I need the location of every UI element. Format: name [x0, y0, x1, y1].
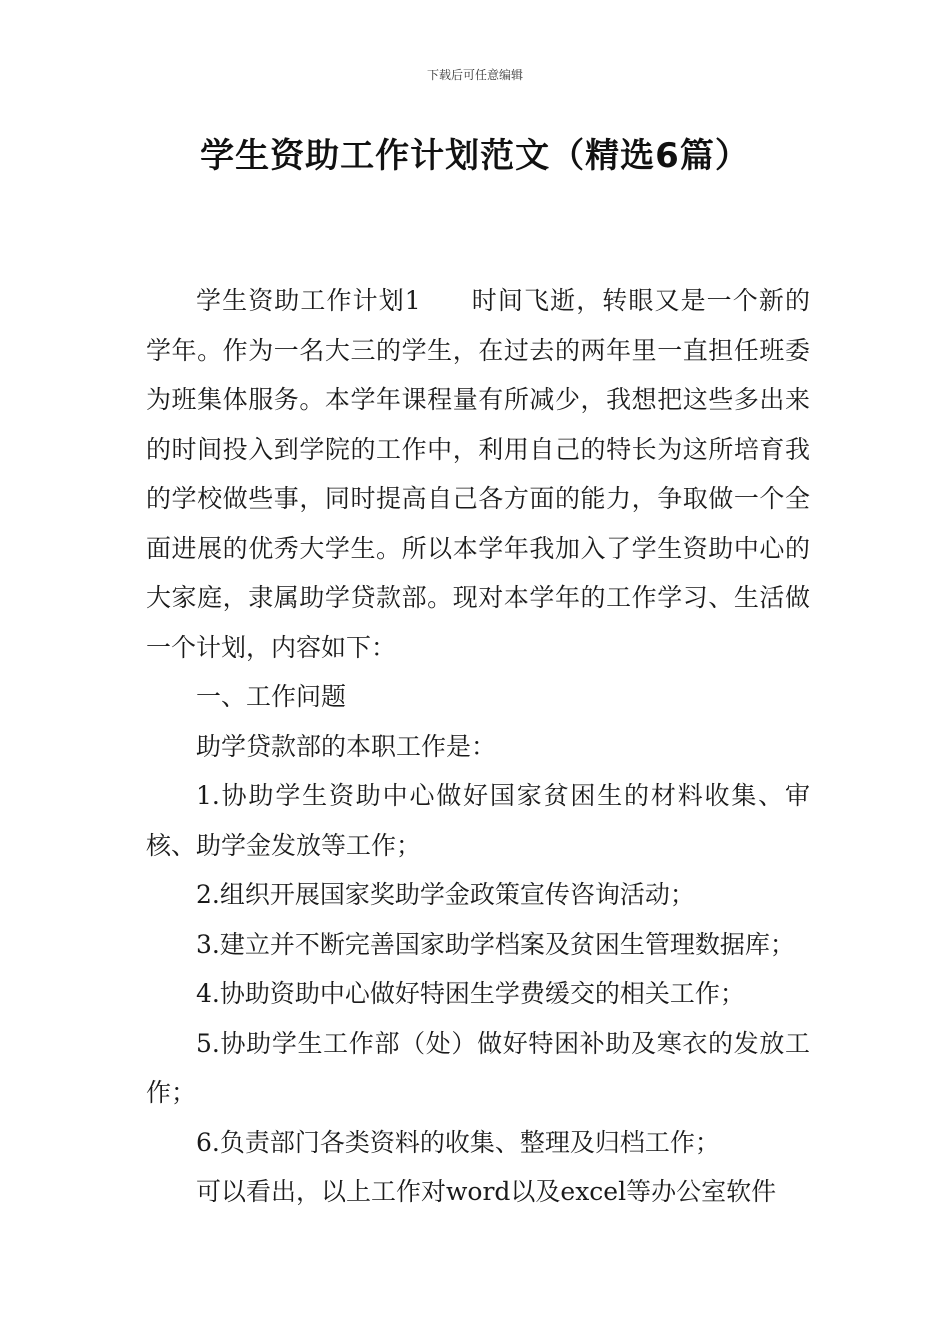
paragraph: 一、工作问题: [196, 682, 347, 711]
list-item: 2.组织开展国家奖助学金政策宣传咨询活动；: [196, 880, 695, 909]
document-title: 学生资助工作计划范文（精选6篇）: [200, 136, 750, 176]
list-item: 3.建立并不断完善国家助学档案及贫困生管理数据库；: [196, 929, 795, 959]
header-note: 下载后可任意编辑: [426, 68, 523, 82]
section-heading: 学生资助工作计划1: [196, 286, 421, 315]
list-item: 5.协助学生工作部（处）做好特困补助及寒衣的发放工作；: [146, 1028, 810, 1107]
paragraph: 可以看出，以上工作对word以及excel等办公室软件: [196, 1177, 777, 1206]
paragraph-text: 时间飞逝，转眼又是一个新的学年。作为一名大三的学生，在过去的两年里一直担任班委为班集体服务。本学年课程量有所减少，我想把这些多出来的时间投入到学院的工作中，利用自己的特长为这所培育我的学校做些事，同时提高自己各方面的能力，争取做一个全面进展的优秀大学生。所以本学年我加入了学生资助中心的大家庭，隶属助学贷款部。现对本学年的工作学习、生活做一个计划，内容如下：: [146, 286, 810, 662]
list-item: 6.负责部门各类资料的收集、整理及归档工作；: [196, 1127, 720, 1157]
paragraph: 助学贷款部的本职工作是：: [196, 731, 497, 761]
paragraph-intro: [146, 276, 810, 672]
list-item: 4.协助资助中心做好特困生学费缓交的相关工作；: [196, 979, 745, 1008]
document-body: [146, 276, 810, 1217]
list-item: 1.协助学生资助中心做好国家贫困生的材料收集、审核、助学金发放等工作；: [146, 781, 810, 860]
